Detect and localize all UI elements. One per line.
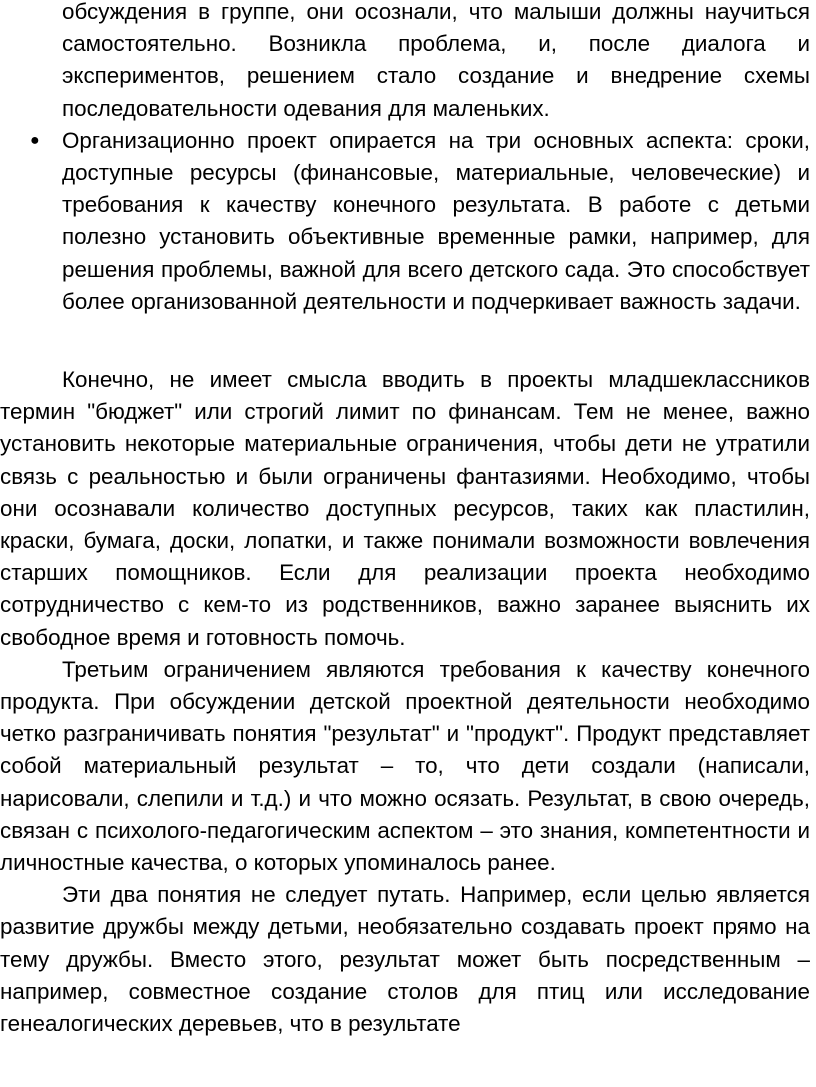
bullet-dot-icon: ● <box>30 131 40 149</box>
paragraph-concepts: Эти два понятия не следует путать. Например, если целью является развитие дружбы между детьми, необязательно создавать проект прямо на тему дружбы. Вместо этого, результат может быть посредственным – например, совместное создание столов для птиц или исследование генеалогических деревьев, что в результате <box>0 882 810 1037</box>
continued-bullet-item <box>62 0 810 125</box>
bullet-item-text: Организационно проект опирается на три основных аспекта: сроки, доступные ресурсы (финансовые, материальные, человеческие) и требования к качеству конечного результата. В работе с детьми полезно установить объективные временные рамки, например, для решения проблемы, важной для всего детского сада. Это способствует более организованной деятельности и подчеркивает важность задачи. <box>62 127 810 314</box>
paragraph-quality-requirements: Третьим ограничением являются требования к качеству конечного продукта. При обсуждении детской проектной деятельности необходимо четко разграничивать понятия "результат" и "продукт". Продукт представляет собой материальный результат – то, что дети создали (написали, нарисовали, слепили и т.д.) и что можно осязать. Результат, в свою очередь, связан с психолого-педагогическим аспектом – это знания, компетентности и личностные качества, о которых упоминалось ранее. <box>0 656 810 876</box>
continued-bullet-text: обсуждения в группе, они осознали, что малыши должны научиться самостоятельно. Возникла проблема, и, после диалога и экспериментов, решением стало создание и внедрение схемы последовательности одевания для маленьких. <box>62 0 810 121</box>
paragraph-budget: Конечно, не имеет смысла вводить в проекты младшеклассников термин "бюджет" или строгий лимит по финансам. Тем не менее, важно установить некоторые материальные ограничения, чтобы дети не утратили связь с реальностью и были ограничены фантазиями. Необходимо, чтобы они осознавали количество доступных ресурсов, таких как пластилин, краски, бумага, доски, лопатки, и также понимали возможности вовлечения старших помощников. Если для реализации проекта необходимо сотрудничество с кем-то из родственников, важно заранее выяснить их свободное время и готовность помочь. <box>0 367 810 650</box>
paragraph-spacer <box>0 318 816 364</box>
bullet-item-organization <box>30 125 810 318</box>
